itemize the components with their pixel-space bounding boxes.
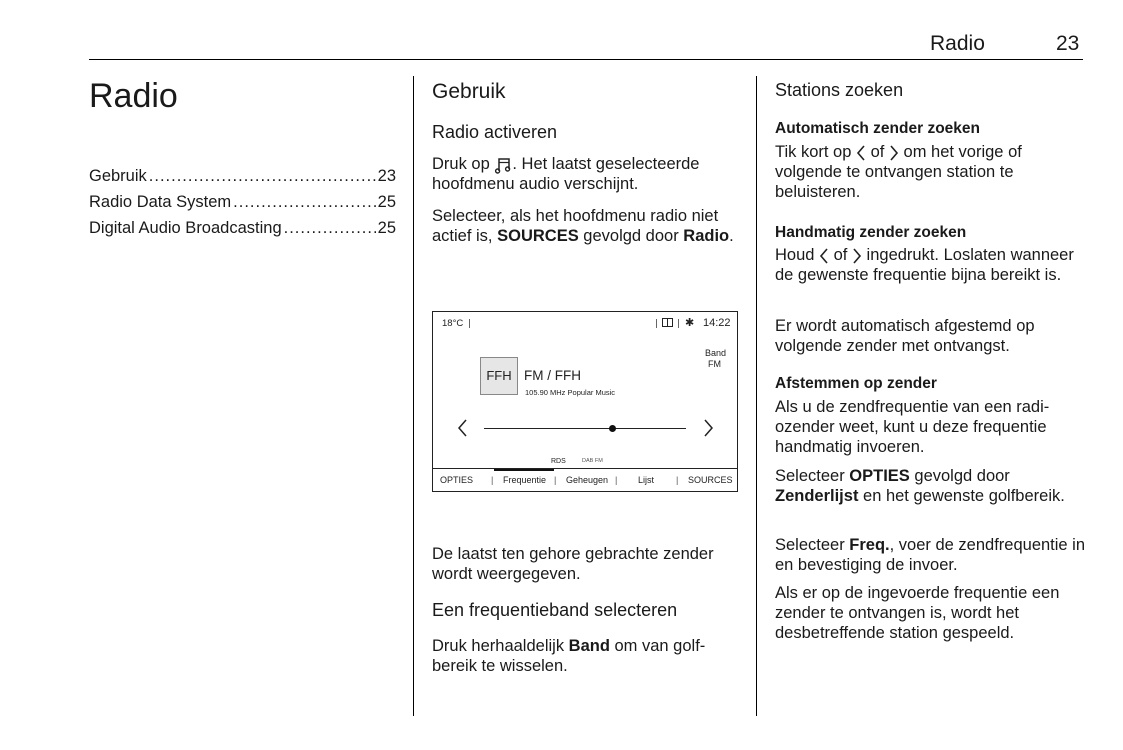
station-logo-tile: FFH	[480, 357, 518, 395]
paragraph-auto-tuning: Er wordt automatisch afgestemd op volgende zender met ontvangst.	[775, 317, 1035, 355]
station-name: FM / FFH	[524, 368, 581, 383]
toc-leader-dots	[149, 167, 376, 186]
toc-entry-label: Digital Audio Broadcasting	[89, 219, 282, 237]
status-separator	[656, 319, 657, 328]
toc-entry-page: 25	[377, 193, 396, 211]
chevron-left-icon	[856, 145, 866, 161]
radio-screen-illustration	[432, 311, 738, 492]
toc-entry-page: 25	[377, 219, 396, 237]
frequency-slider-thumb	[609, 425, 616, 432]
status-separator	[678, 319, 679, 328]
rds-indicator: RDS	[551, 458, 566, 465]
band-label: Band	[704, 348, 726, 358]
paragraph-band: Druk herhaaldelijk Band om van golfbereik te wisselen.	[432, 637, 706, 675]
toc-entry[interactable]	[89, 219, 396, 245]
section-heading-gebruik: Gebruik	[432, 80, 506, 103]
section-heading-stations-zoeken: Stations zoeken	[775, 80, 904, 100]
paragraph-automatisch: Tik kort op of om het vorige of volgende te ontvangen station te beluisteren.	[775, 143, 1022, 201]
paragraph-afstemmen-3: Selecteer Freq., voer de zendfrequentie in en bevestiging de invoer.	[775, 536, 1086, 574]
column-divider-2	[756, 76, 757, 716]
chevron-right-icon	[889, 145, 899, 161]
phonebook-icon	[662, 318, 673, 328]
seek-back-icon	[457, 419, 469, 437]
paragraph-select-sources: Selecteer, als het hoofdmenu radio niet actief is, SOURCES gevolgd door Radio.	[432, 207, 734, 245]
column-divider-1	[413, 76, 414, 716]
toc-entry[interactable]	[89, 167, 396, 193]
frequency-slider-track	[484, 428, 686, 429]
paragraph-last-station: De laatst ten gehore gebrachte zender wordt weergegeven.	[432, 545, 714, 583]
paragraph-afstemmen-1: Als u de zendfrequentie van een radiozender weet, kunt u deze frequentie handmatig invoeren.	[775, 398, 1050, 456]
dab-fm-indicator: DAB FM	[582, 458, 603, 464]
settings-icon: ✱	[685, 317, 695, 329]
subheading-frequentieband: Een frequentieband selecteren	[432, 600, 678, 620]
tab-opties: OPTIES	[440, 475, 474, 485]
temperature-readout: 18°C	[442, 318, 464, 329]
chapter-title: Radio	[89, 77, 178, 115]
tab-lijst: Lijst	[638, 475, 655, 485]
paragraph-handmatig: Houd of ingedrukt. Loslaten wanneer de gewenste frequentie bijna bereikt is.	[775, 246, 1074, 284]
music-note-icon	[494, 156, 512, 174]
paragraph-afstemmen-2: Selecteer OPTIES gevolgd door Zenderlijst en het gewenste golfbereik.	[775, 467, 1065, 505]
band-value: FM	[708, 359, 721, 369]
page-number: 23	[1056, 32, 1080, 55]
toc-entry[interactable]	[89, 193, 396, 219]
subheading-radio-activeren: Radio activeren	[432, 122, 558, 142]
chevron-left-icon	[819, 248, 829, 264]
table-of-contents	[89, 167, 396, 245]
toc-entry-label: Gebruik	[89, 167, 147, 185]
tab-sources: SOURCES	[688, 475, 733, 485]
chevron-right-icon	[852, 248, 862, 264]
paragraph-afstemmen-4: Als er op de ingevoerde frequentie een zender te ontvangen is, wordt het desbetreffende station gespeeld.	[775, 584, 1060, 642]
subheading-afstemmen: Afstemmen op zender	[775, 375, 937, 392]
paragraph-radio-activeren: Druk op . Het laatst geselecteerde hoofdmenu audio verschijnt.	[432, 155, 700, 193]
toc-leader-dots	[284, 219, 376, 238]
toc-leader-dots	[233, 193, 375, 212]
clock-readout: 14:22	[703, 317, 731, 329]
tab-separator: |	[615, 475, 618, 485]
tab-separator: |	[676, 475, 679, 485]
tab-separator: |	[554, 475, 557, 485]
toc-entry-label: Radio Data System	[89, 193, 232, 211]
screen-menu-bar	[433, 468, 737, 491]
tab-frequentie: Frequentie	[503, 475, 547, 485]
toc-entry-page: 23	[377, 167, 396, 185]
subheading-automatisch: Automatisch zender zoeken	[775, 120, 980, 137]
tab-geheugen: Geheugen	[566, 475, 609, 485]
running-header-title: Radio	[930, 32, 985, 55]
station-info: 105.90 MHz Popular Music	[525, 388, 616, 397]
subheading-handmatig: Handmatig zender zoeken	[775, 224, 967, 241]
status-separator	[469, 319, 470, 328]
seek-forward-icon	[702, 419, 714, 437]
header-rule	[89, 59, 1083, 60]
tab-separator: |	[491, 475, 494, 485]
